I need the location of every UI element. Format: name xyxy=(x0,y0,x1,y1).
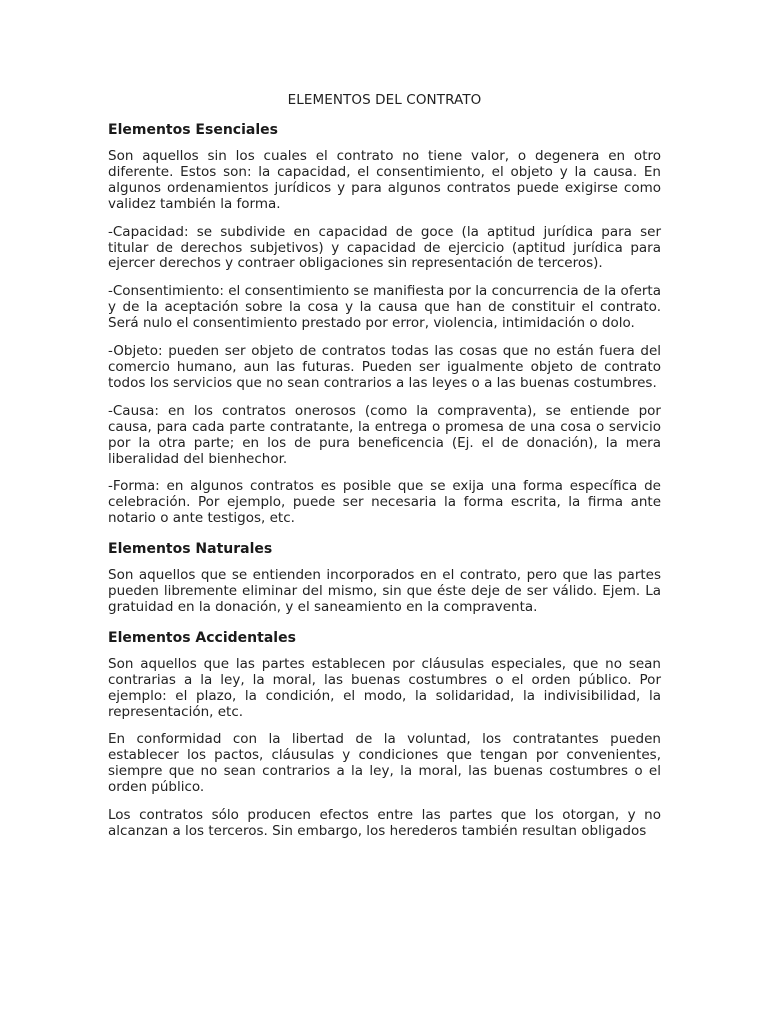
section-heading-accidentales: Elementos Accidentales xyxy=(108,629,296,646)
paragraph-causa: -Causa: en los contratos onerosos (como la compraventa), se entiende por causa, para cada parte contratante, la entrega o promesa de una cosa o servicio por la otra parte; en los de pura beneficencia (Ej. el de donación), la mera liberalidad del bienhechor. xyxy=(108,402,661,467)
paragraph-consentimiento: -Consentimiento: el consentimiento se manifiesta por la concurrencia de la oferta y de la aceptación sobre la cosa y la causa que han de constituir el contrato. Será nulo el consentimiento prestado por error, violencia, intimidación o dolo. xyxy=(108,283,661,332)
paragraph-forma: -Forma: en algunos contratos es posible que se exija una forma específica de celebración. Por ejemplo, puede ser necesaria la forma escrita, la firma ante notario o ante testigos, etc. xyxy=(108,478,661,527)
paragraph-libertad-voluntad: En conformidad con la libertad de la voluntad, los contratantes pueden establecer los pactos, cláusulas y condiciones que tengan por convenientes, siempre que no sean contrarios a la ley, la moral, las buenas costumbres o el orden público. xyxy=(108,731,661,796)
document-body xyxy=(108,90,661,852)
paragraph-naturales: Son aquellos que se entienden incorporados en el contrato, pero que las partes pueden libremente eliminar del mismo, sin que éste deje de ser válido. Ejem. La gratuidad en la donación, y el saneamiento en la compraventa. xyxy=(108,567,661,615)
section-heading-esenciales: Elementos Esenciales xyxy=(108,122,278,138)
paragraph-efectos-contratos: Los contratos sólo producen efectos entre las partes que los otorgan, y no alcanzan a los terceros. Sin embargo, los herederos también resultan obligados xyxy=(108,807,661,839)
paragraph-esenciales-intro: Son aquellos sin los cuales el contrato no tiene valor, o degenera en otro diferente. Estos son: la capacidad, el consentimiento, el objeto y la causa. En algunos ordenamientos jurídicos y para algunos contratos puede exigirse como validez también la forma. xyxy=(108,148,661,212)
paragraph-objeto: -Objeto: pueden ser objeto de contratos todas las cosas que no están fuera del comercio humano, aun las futuras. Pueden ser igualmente objeto de contrato todos los servicios que no sean contrarios a las leyes o a las buenas costumbres. xyxy=(108,343,661,391)
section-heading-naturales: Elementos Naturales xyxy=(108,541,273,558)
paragraph-capacidad: -Capacidad: se subdivide en capacidad de goce (la aptitud jurídica para ser titular de derechos subjetivos) y capacidad de ejercicio (aptitud jurídica para ejercer derechos y contraer obligaciones sin representación de terceros). xyxy=(108,223,661,272)
paragraph-accidentales-intro: Son aquellos que las partes establecen por cláusulas especiales, que no sean contrarias a la ley, la moral, las buenas costumbres o el orden público. Por ejemplo: el plazo, la condición, el modo, la solidaridad, la indivisibilidad, la representación, etc. xyxy=(108,655,661,720)
document-title: ELEMENTOS DEL CONTRATO xyxy=(287,92,482,108)
